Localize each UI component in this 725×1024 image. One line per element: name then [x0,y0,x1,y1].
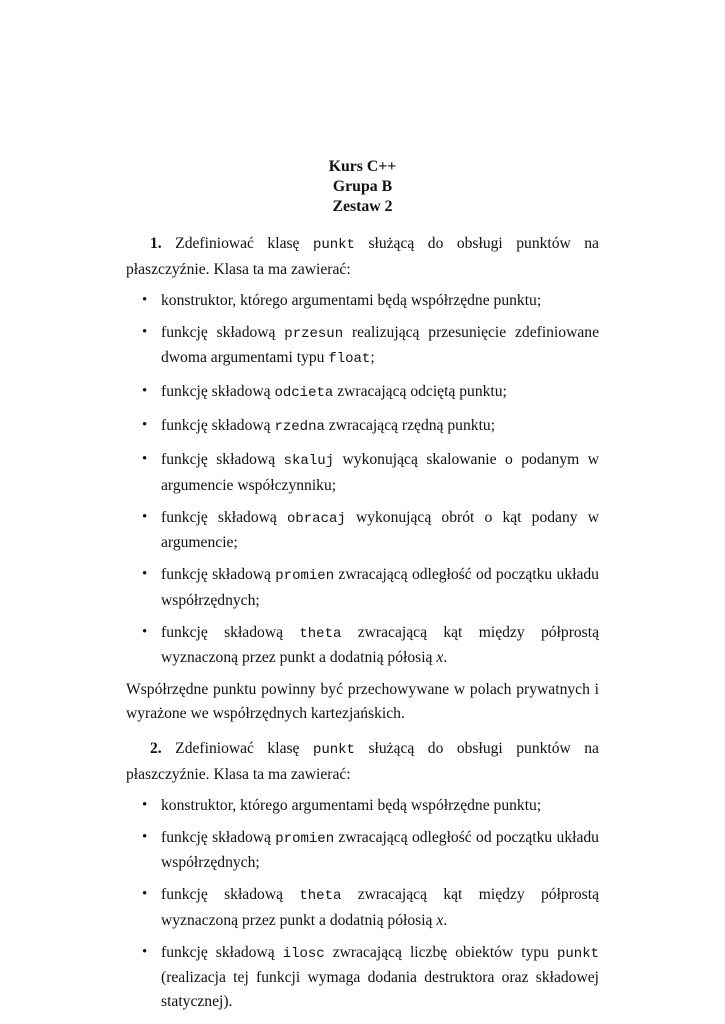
item-text: . [443,649,448,666]
item-code: skaluj [283,453,335,469]
item-text: zwracającą kąt między półprostą wyznaczoną przez punkt a dodatnią półosią [161,623,600,666]
document-page [126,157,599,1022]
task1-closing: Współrzędne punktu powinny być przechowywane w polach prywatnych i wyrażone we współrzędnych kartezjańskich. [126,681,599,722]
item-code: ilosc [282,945,325,962]
item-text: funkcję składową [161,451,276,468]
bullet-icon: • [142,796,148,813]
list-item [126,448,599,497]
bullet-icon: • [142,417,148,433]
item-text: funkcję składową [161,623,284,641]
task1-intro-text-b: służącą do obsługi punktów na płaszczyźnie. Klasa ta ma zawierać: [126,235,599,278]
item-code: theta [299,625,342,642]
item-text: funkcję składową [161,417,271,434]
list-item [126,380,599,406]
bullet-icon: • [142,383,148,399]
group-title: Grupa B [332,178,393,195]
task1-intro-text-a: Zdefiniować klasę [175,235,300,252]
task2-intro [126,737,599,786]
item-code: obracaj [286,510,346,527]
item-text: funkcję składową [161,383,271,400]
bullet-icon: • [142,623,148,640]
item-code: theta [299,888,342,904]
item-code: przesun [284,325,344,342]
item-text: konstruktor, którego argumentami będą współrzędne punktu; [161,291,542,309]
item-code: rzedna [274,419,325,435]
bullet-icon: • [142,566,148,582]
item-text: zwracającą odciętą punktu; [337,383,507,400]
task1-intro [126,232,599,281]
bullet-icon: • [142,323,148,340]
item-text: funkcję składową [161,943,275,961]
task1-list [126,289,599,670]
item-math: x [436,911,444,929]
list-item [126,321,599,372]
item-text: zwracającą odległość od początku układu współrzędnych; [161,566,599,609]
list-item [126,563,599,612]
task1-number: 1. [150,235,162,252]
document-title [126,157,599,217]
item-code: promien [275,830,335,847]
list-item [126,826,599,875]
list-item [126,883,599,932]
item-text: (realizacja tej funkcji wymaga dodania destruktora oraz składowej statycznej). [161,969,599,1010]
bullet-icon: • [142,291,148,308]
item-code: promien [275,568,335,584]
list-item [126,414,599,440]
item-text: . [443,911,448,929]
list-item [126,941,599,1014]
item-code: punkt [556,945,599,962]
item-code: odcieta [274,385,334,401]
bullet-icon: • [142,943,148,960]
item-text: zwracającą rzędną punktu; [328,417,496,434]
item-text: zwracającą kąt między półprostą wyznaczoną przez punkt a dodatnią półosią [161,886,600,929]
item-code: float [328,351,371,367]
list-item [126,621,599,670]
task2-list [126,794,599,1014]
task2-intro-code: punkt [312,742,355,758]
item-text: realizującą przesunięcie zdefiniowane dwoma argumentami typu [161,323,599,366]
item-text: funkcję składową [161,828,271,846]
item-text: funkcję składową [161,566,271,583]
bullet-icon: • [142,828,148,845]
item-text: funkcję składową [161,323,276,341]
course-title: Kurs C++ [328,158,397,175]
task2-number: 2. [150,740,162,757]
list-item [126,794,599,818]
item-text: ; [370,349,375,366]
bullet-icon: • [142,508,148,525]
list-item [126,506,599,555]
bullet-icon: • [142,886,148,902]
item-text: konstruktor, którego argumentami będą współrzędne punktu; [161,796,542,814]
item-text: funkcję składową [161,886,284,903]
list-item [126,289,599,313]
bullet-icon: • [142,451,148,467]
task2-intro-text-a: Zdefiniować klasę [175,740,300,757]
task1-intro-code: punkt [312,237,355,253]
item-text: wykonującą obrót o kąt podany w argumencie; [161,508,599,551]
item-text: zwracającą odległość od początku układu współrzędnych; [161,828,599,871]
item-text: wykonującą skalowanie o podanym w argumencie współczynniku; [161,451,600,494]
task2-intro-text-b: służącą do obsługi punktów na płaszczyźnie. Klasa ta ma zawierać: [126,740,599,783]
item-text: zwracającą liczbę obiektów typu [332,943,549,961]
item-math: x [436,649,444,666]
item-text: funkcję składową [161,508,277,526]
set-title: Zestaw 2 [332,198,393,215]
